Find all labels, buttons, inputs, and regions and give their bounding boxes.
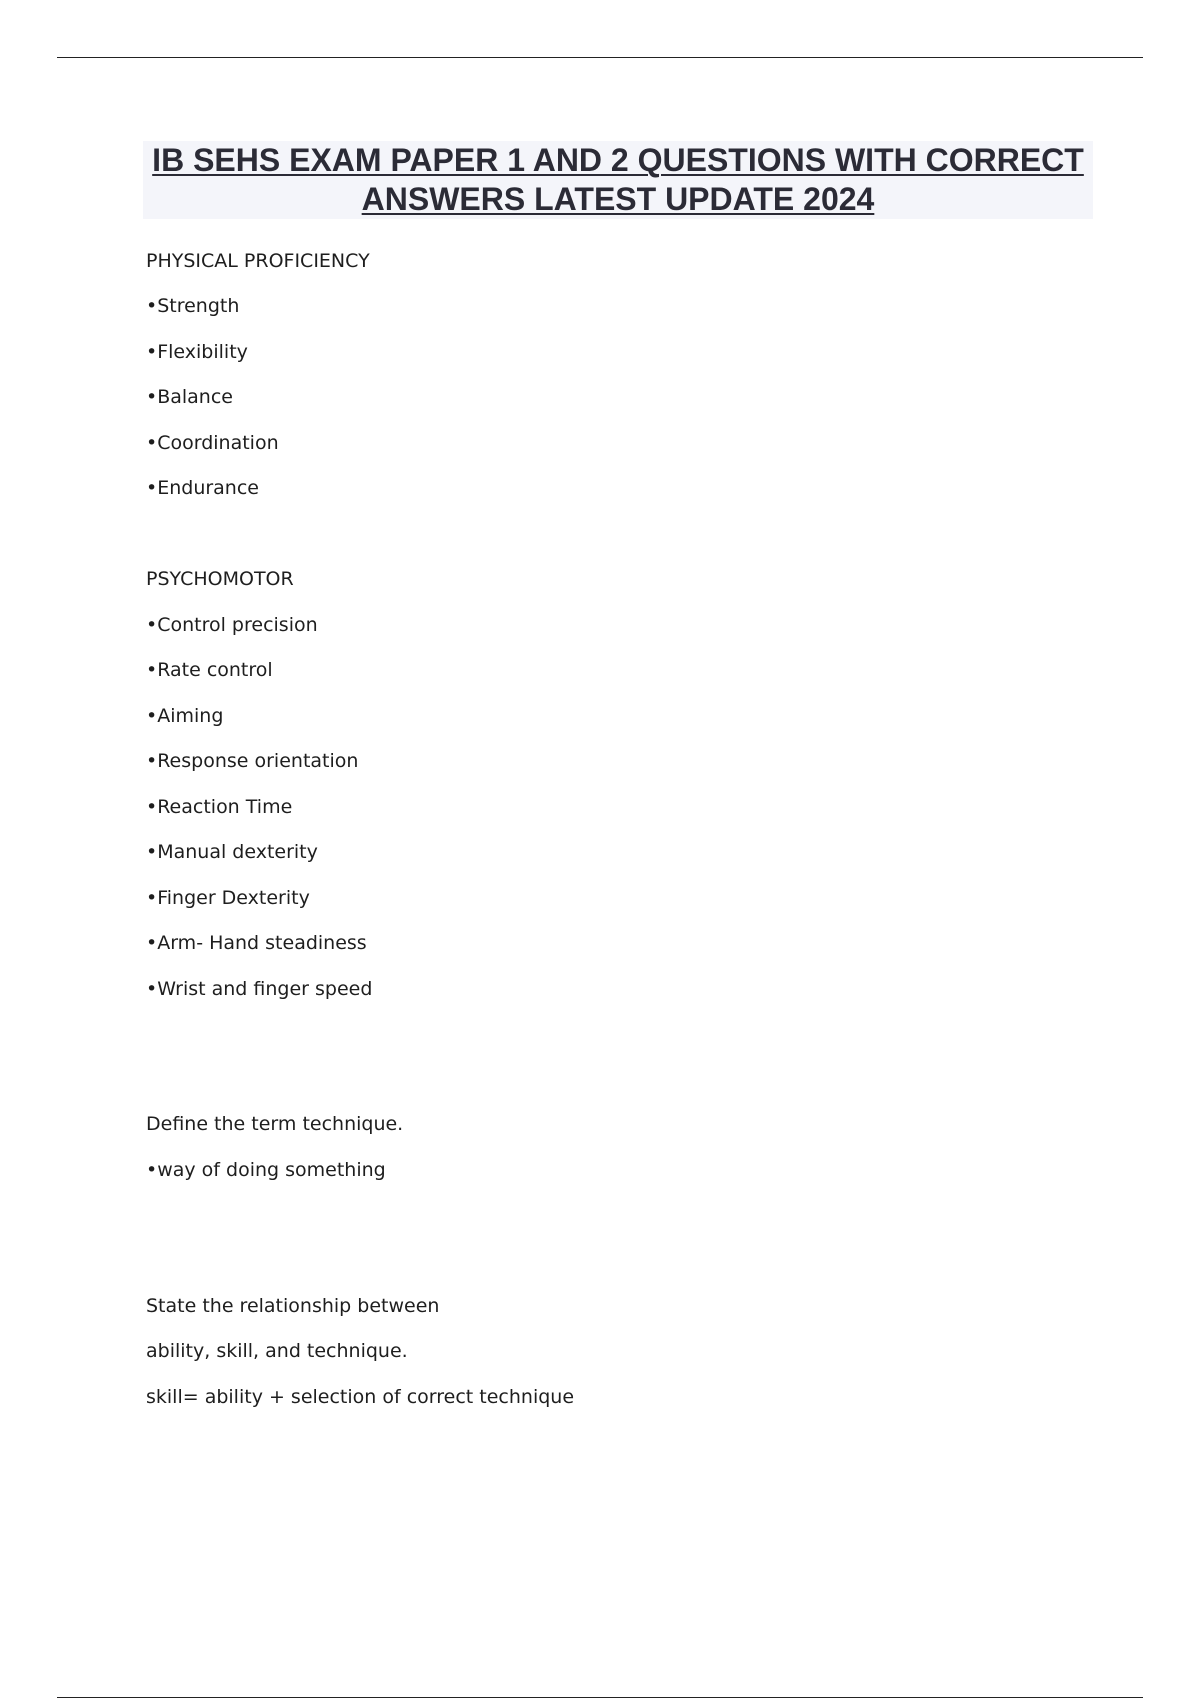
list-item: •Control precision <box>146 614 318 636</box>
question-relationship: State the relationship between <box>146 1295 440 1317</box>
document-title <box>143 141 1093 219</box>
list-item: •Arm- Hand steadiness <box>146 932 367 954</box>
list-item: •Wrist and finger speed <box>146 978 373 1000</box>
top-rule <box>57 57 1143 58</box>
bottom-rule <box>57 1697 1143 1698</box>
section-heading-physical-proficiency: PHYSICAL PROFICIENCY <box>146 250 370 272</box>
question-relationship-continued: ability, skill, and technique. <box>146 1340 408 1362</box>
question-define-technique: Define the term technique. <box>146 1113 404 1135</box>
list-item: •Endurance <box>146 477 259 499</box>
title-line-2: ANSWERS LATEST UPDATE 2024 <box>361 181 875 217</box>
list-item: •Aiming <box>146 705 224 727</box>
list-item: •Finger Dexterity <box>146 887 310 909</box>
list-item: •Coordination <box>146 432 279 454</box>
list-item: •Response orientation <box>146 750 359 772</box>
list-item: •Strength <box>146 295 240 317</box>
list-item: •Flexibility <box>146 341 248 363</box>
answer-line: skill= ability + selection of correct technique <box>146 1386 575 1408</box>
title-line-1: IB SEHS EXAM PAPER 1 AND 2 QUESTIONS WITH CORRECT <box>152 142 1084 178</box>
list-item: •Reaction Time <box>146 796 293 818</box>
answer-line: •way of doing something <box>146 1159 386 1181</box>
list-item: •Manual dexterity <box>146 841 318 863</box>
list-item: •Rate control <box>146 659 273 681</box>
list-item: •Balance <box>146 386 233 408</box>
section-heading-psychomotor: PSYCHOMOTOR <box>146 568 294 590</box>
